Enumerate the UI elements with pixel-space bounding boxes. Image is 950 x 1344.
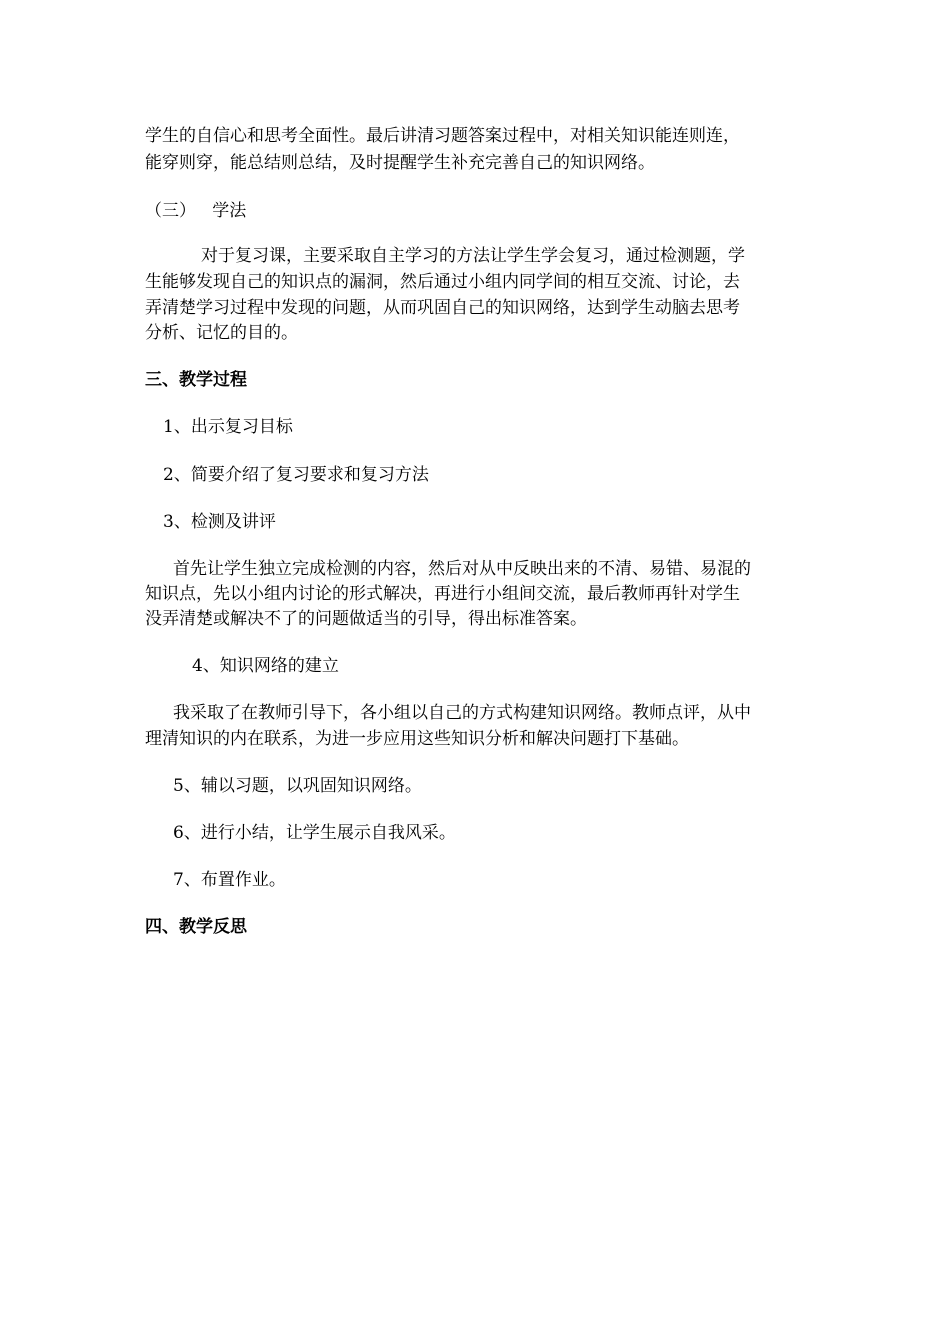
paragraph-line: 生能够发现自己的知识点的漏洞，然后通过小组内同学间的相互交流、讨论，去 <box>145 272 740 292</box>
list-item-step-3: 3、检测及讲评 <box>163 512 276 532</box>
paragraph-line: 能穿则穿，能总结则总结，及时提醒学生补充完善自己的知识网络。 <box>145 153 655 173</box>
paragraph-line: 弄清楚学习过程中发现的问题，从而巩固自己的知识网络，达到学生动脑去思考 <box>145 298 740 318</box>
paragraph-line: 知识点，先以小组内讨论的形式解决，再进行小组间交流，最后教师再针对学生 <box>145 584 740 604</box>
heading-teaching-reflection: 四、教学反思 <box>145 917 247 937</box>
list-item-step-4: 4、知识网络的建立 <box>192 656 339 676</box>
paragraph-line: 对于复习课，主要采取自主学习的方法让学生学会复习，通过检测题，学 <box>201 246 745 266</box>
paragraph-line: 理清知识的内在联系，为进一步应用这些知识分析和解决问题打下基础。 <box>145 729 689 749</box>
list-item-step-1: 1、出示复习目标 <box>163 417 293 437</box>
section-heading-study-method: （三） 学法 <box>145 201 247 221</box>
paragraph-line: 没弄清楚或解决不了的问题做适当的引导，得出标准答案。 <box>145 609 587 629</box>
list-item-step-2: 2、简要介绍了复习要求和复习方法 <box>163 465 429 485</box>
paragraph-line: 我采取了在教师引导下，各小组以自己的方式构建知识网络。教师点评，从中 <box>173 703 751 723</box>
heading-teaching-process: 三、教学过程 <box>145 370 247 390</box>
paragraph-line: 学生的自信心和思考全面性。最后讲清习题答案过程中，对相关知识能连则连， <box>145 126 740 146</box>
list-item-step-6: 6、进行小结，让学生展示自我风采。 <box>173 823 456 843</box>
list-item-step-5: 5、辅以习题，以巩固知识网络。 <box>173 776 422 796</box>
list-item-step-7: 7、布置作业。 <box>173 870 286 890</box>
paragraph-line: 首先让学生独立完成检测的内容，然后对从中反映出来的不清、易错、易混的 <box>173 559 751 579</box>
paragraph-line: 分析、记忆的目的。 <box>145 323 298 343</box>
